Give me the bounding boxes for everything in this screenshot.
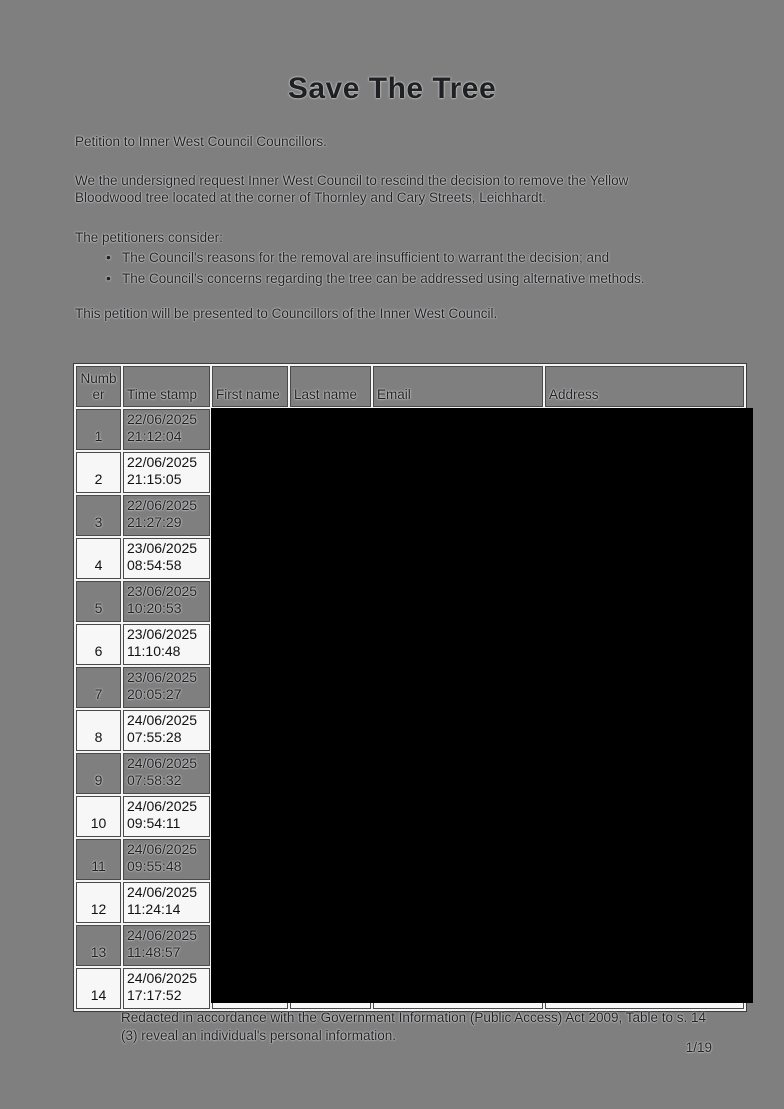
timestamp-time: 07:55:28 xyxy=(127,729,182,745)
redaction-overlay xyxy=(211,408,753,1003)
row-number-cell: 6 xyxy=(76,624,121,665)
page-title: Save The Tree xyxy=(287,72,497,105)
row-number-cell: 12 xyxy=(76,882,121,923)
petition-intro: Petition to Inner West Council Councillors. xyxy=(75,134,327,149)
considerations-label: The petitioners consider: xyxy=(75,230,223,245)
row-number-cell: 10 xyxy=(76,796,121,837)
timestamp-date: 24/06/2025 xyxy=(127,884,198,900)
timestamp-date: 23/06/2025 xyxy=(127,583,198,599)
timestamp-cell xyxy=(123,882,210,923)
header-email: Email xyxy=(373,366,543,407)
timestamp-date: 24/06/2025 xyxy=(127,755,198,771)
timestamp-time: 21:12:04 xyxy=(127,428,182,444)
timestamp-time: 09:54:11 xyxy=(127,815,181,831)
timestamp-date: 23/06/2025 xyxy=(127,626,198,642)
timestamp-cell xyxy=(123,753,210,794)
timestamp-date: 24/06/2025 xyxy=(127,798,198,814)
timestamp-cell xyxy=(123,495,210,536)
timestamp-cell xyxy=(123,538,210,579)
timestamp-cell xyxy=(123,581,210,622)
timestamp-date: 24/06/2025 xyxy=(127,841,198,857)
row-number-cell: 14 xyxy=(76,968,121,1009)
row-number-cell: 2 xyxy=(76,452,121,493)
row-number-cell: 3 xyxy=(76,495,121,536)
redaction-note: Redacted in accordance with the Government Information (Public Access) Act 2009, Table to s. 14 (3) reveal an individual's personal information. xyxy=(121,1010,707,1043)
consideration-item: • The Council's reasons for the removal are insufficient to warrant the decision; and xyxy=(75,247,715,268)
timestamp-cell xyxy=(123,452,210,493)
timestamp-date: 22/06/2025 xyxy=(127,411,198,427)
consideration-item: • The Council's concerns regarding the tree can be addressed using alternative methods. xyxy=(75,268,715,289)
timestamp-time: 11:10:48 xyxy=(127,643,181,659)
row-number-cell: 1 xyxy=(76,409,121,450)
timestamp-time: 08:54:58 xyxy=(127,557,182,573)
timestamp-time: 11:48:57 xyxy=(127,944,181,960)
timestamp-cell xyxy=(123,968,210,1009)
timestamp-cell xyxy=(123,925,210,966)
timestamp-date: 22/06/2025 xyxy=(127,497,198,513)
header-number: Number xyxy=(76,366,121,407)
timestamp-cell xyxy=(123,839,210,880)
timestamp-date: 23/06/2025 xyxy=(127,540,198,556)
row-number-cell: 13 xyxy=(76,925,121,966)
timestamp-cell xyxy=(123,624,210,665)
consideration-list xyxy=(75,247,715,289)
timestamp-date: 23/06/2025 xyxy=(127,669,198,685)
row-number-cell: 8 xyxy=(76,710,121,751)
page-number: 1/19 xyxy=(685,1040,712,1055)
row-number-cell: 5 xyxy=(76,581,121,622)
header-last-name: Last name xyxy=(290,366,371,407)
timestamp-date: 24/06/2025 xyxy=(127,927,198,943)
timestamp-time: 21:27:29 xyxy=(127,514,182,530)
petition-presentation: This petition will be presented to Councillors of the Inner West Council. xyxy=(75,306,498,321)
timestamp-cell xyxy=(123,796,210,837)
timestamp-time: 20:05:27 xyxy=(127,686,182,702)
timestamp-date: 24/06/2025 xyxy=(127,970,198,986)
timestamp-time: 10:20:53 xyxy=(127,600,182,616)
row-number-cell: 7 xyxy=(76,667,121,708)
row-number-cell: 9 xyxy=(76,753,121,794)
header-address: Address xyxy=(545,366,744,407)
timestamp-cell xyxy=(123,710,210,751)
petition-request: We the undersigned request Inner West Council to rescind the decision to remove the Yellow Bloodwood tree located at the corner of Thornley and Cary Streets, Leichhardt. xyxy=(75,173,629,205)
table-header-row xyxy=(76,366,744,407)
timestamp-date: 24/06/2025 xyxy=(127,712,198,728)
timestamp-time: 21:15:05 xyxy=(127,471,182,487)
timestamp-date: 22/06/2025 xyxy=(127,454,198,470)
timestamp-time: 09:55:48 xyxy=(127,858,182,874)
timestamp-time: 11:24:14 xyxy=(127,901,181,917)
header-first-name: First name xyxy=(212,366,288,407)
timestamp-cell xyxy=(123,409,210,450)
header-timestamp: Time stamp xyxy=(123,366,210,407)
timestamp-time: 17:17:52 xyxy=(127,987,182,1003)
row-number-cell: 4 xyxy=(76,538,121,579)
row-number-cell: 11 xyxy=(76,839,121,880)
timestamp-cell xyxy=(123,667,210,708)
timestamp-time: 07:58:32 xyxy=(127,772,182,788)
